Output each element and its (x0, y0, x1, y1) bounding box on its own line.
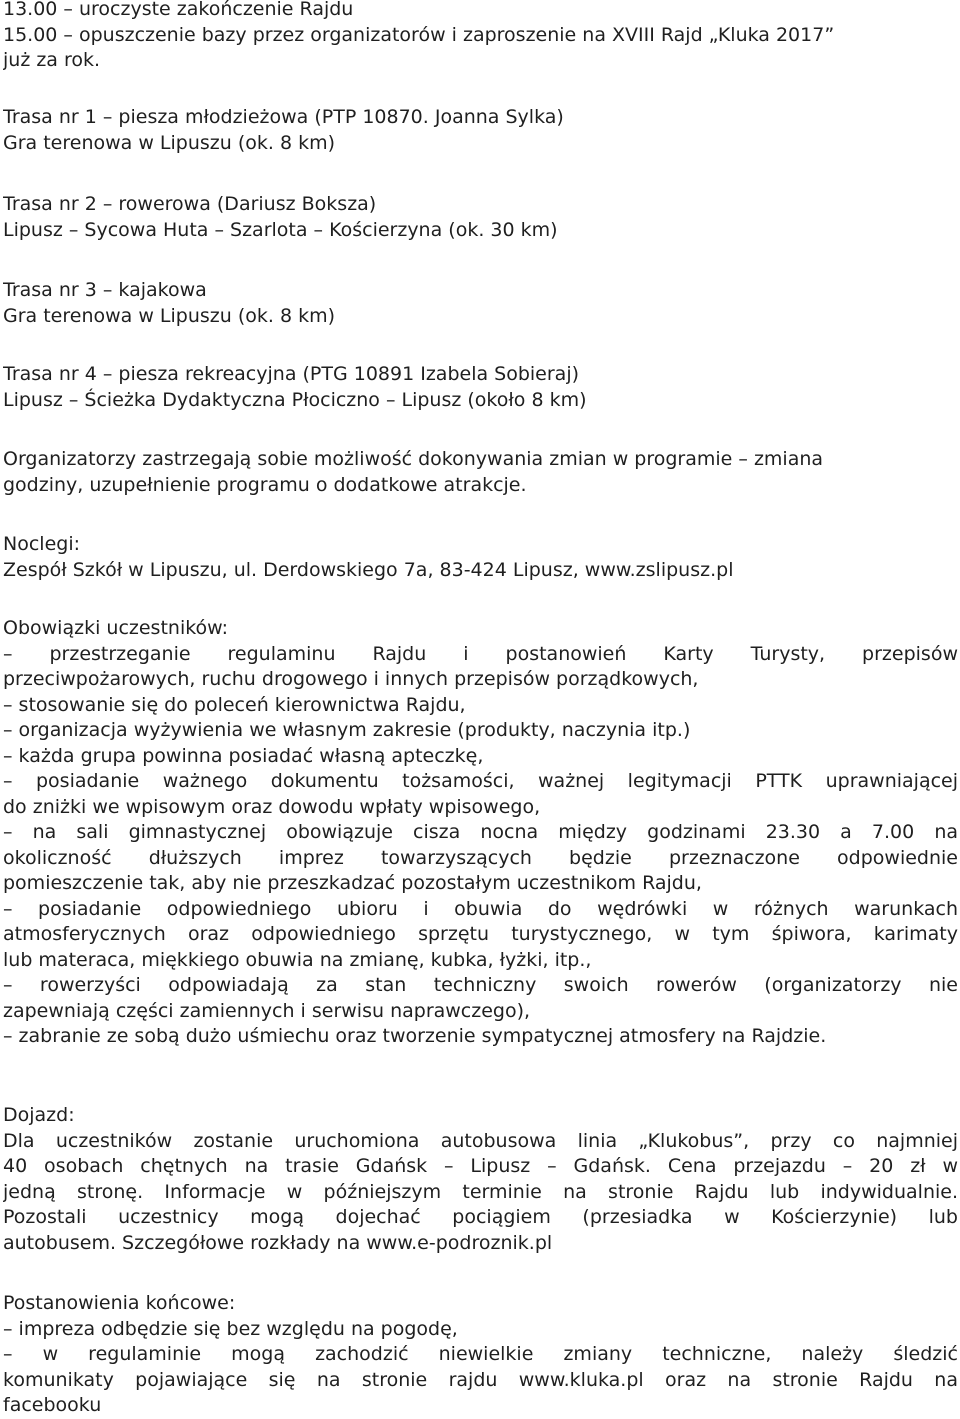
final-line: facebooku (3, 1394, 102, 1416)
route-4 (3, 362, 958, 413)
note-line: Organizatorzy zastrzegają sobie możliwość dokonywania zmian w programie – zmiana (3, 448, 824, 470)
note-line: godziny, uzupełnienie programu o dodatkowe atrakcje. (3, 473, 527, 496)
route-title: Trasa nr 1 – piesza młodzieżowa (PTP 10870. Joanna Sylka) (3, 106, 564, 128)
duty-line: zapewniają części zamiennych i serwisu naprawczego), (3, 999, 531, 1022)
duty-line: do zniżki we wpisowym oraz dowodu wpłaty wpisowego, (3, 795, 541, 818)
schedule-line: 15.00 – opuszczenie bazy przez organizatorów i zaproszenie na XVIII Rajd „Kluka 2017” (3, 23, 835, 46)
route-title: Trasa nr 3 – kajakowa (3, 279, 207, 301)
transport-heading: Dojazd: (3, 1104, 75, 1126)
duty-line: – każda grupa powinna posiadać własną apteczkę, (3, 744, 484, 767)
route-1 (3, 105, 958, 156)
duty-line: – stosowanie się do poleceń kierownictwa Rajdu, (3, 693, 466, 716)
route-desc: Gra terenowa w Lipuszu (ok. 8 km) (3, 304, 335, 327)
changes-note (3, 447, 958, 498)
duty-line: – zabranie ze sobą dużo uśmiechu oraz tworzenie sympatycznej atmosfery na Rajdzie. (3, 1025, 827, 1047)
route-desc: Lipusz – Ścieżka Dydaktyczna Płociczno – Lipusz (około 8 km) (3, 388, 587, 411)
final-line: – impreza odbędzie się bez względu na pogodę, (3, 1317, 458, 1340)
duty-line: – organizacja wyżywienia we własnym zakresie (produkty, naczynia itp.) (3, 719, 691, 741)
transport-section (3, 1103, 958, 1256)
final-section (3, 1291, 958, 1419)
duties-heading: Obowiązki uczestników: (3, 617, 229, 639)
route-desc: Gra terenowa w Lipuszu (ok. 8 km) (3, 131, 335, 154)
duty-line: – posiadanie odpowiedniego ubioru i obuwia do wędrówki w różnych warunkach (3, 897, 958, 920)
lodging-heading: Noclegi: (3, 533, 80, 555)
lodging-section (3, 532, 958, 583)
final-line: komunikaty pojawiające się na stronie rajdu www.kluka.pl oraz na stronie Rajdu na (3, 1368, 958, 1391)
duty-line: – na sali gimnastycznej obowiązuje cisza nocna między godzinami 23.30 a 7.00 na (3, 821, 958, 843)
route-title: Trasa nr 2 – rowerowa (Dariusz Boksza) (3, 193, 377, 215)
route-3 (3, 278, 958, 329)
duty-line: – rowerzyści odpowiadają za stan techniczny swoich rowerów (organizatorzy nie (3, 974, 958, 996)
duties-section (3, 616, 958, 1050)
duty-line: pomieszczenie tak, aby nie przeszkadzać pozostałym uczestnikom Rajdu, (3, 872, 702, 894)
transport-line: Dla uczestników zostanie uruchomiona autobusowa linia „Klukobus”, przy co najmniej (3, 1129, 958, 1152)
route-title: Trasa nr 4 – piesza rekreacyjna (PTG 10891 Izabela Sobieraj) (3, 363, 580, 385)
transport-line: 40 osobach chętnych na trasie Gdańsk – Lipusz – Gdańsk. Cena przejazdu – 20 zł w (3, 1155, 958, 1177)
transport-line: jedną stronę. Informacje w późniejszym terminie na stronie Rajdu lub indywidualnie. (3, 1180, 958, 1203)
final-heading: Postanowienia końcowe: (3, 1292, 236, 1314)
lodging-text: Zespół Szkół w Lipuszu, ul. Derdowskiego 7a, 83-424 Lipusz, www.zslipusz.pl (3, 558, 734, 581)
transport-line: autobusem. Szczegółowe rozkłady na www.e-podroznik.pl (3, 1231, 553, 1254)
route-desc: Lipusz – Sycowa Huta – Szarlota – Kościerzyna (ok. 30 km) (3, 218, 558, 241)
duty-line: okoliczność dłuższych imprez towarzyszących będzie przeznaczone odpowiednie (3, 846, 958, 869)
duty-line: – posiadanie ważnego dokumentu tożsamości, ważnej legitymacji PTTK uprawniającej (3, 770, 958, 792)
duty-line: lub materaca, miękkiego obuwia na zmianę, kubka, łyżki, itp., (3, 948, 592, 971)
transport-line: Pozostali uczestnicy mogą dojechać pociągiem (przesiadka w Kościerzynie) lub (3, 1206, 958, 1228)
schedule-section (3, 0, 958, 74)
final-line: – w regulaminie mogą zachodzić niewielkie zmiany techniczne, należy śledzić (3, 1343, 958, 1365)
schedule-line: już za rok. (3, 49, 101, 71)
duty-line: atmosferycznych oraz odpowiedniego sprzętu turystycznego, w tym śpiwora, karimaty (3, 923, 958, 945)
route-2 (3, 192, 958, 243)
duty-line: – przestrzeganie regulaminu Rajdu i postanowień Karty Turysty, przepisów (3, 642, 958, 665)
duty-line: przeciwpożarowych, ruchu drogowego i innych przepisów porządkowych, (3, 668, 699, 690)
schedule-line: 13.00 – uroczyste zakończenie Rajdu (3, 0, 354, 20)
